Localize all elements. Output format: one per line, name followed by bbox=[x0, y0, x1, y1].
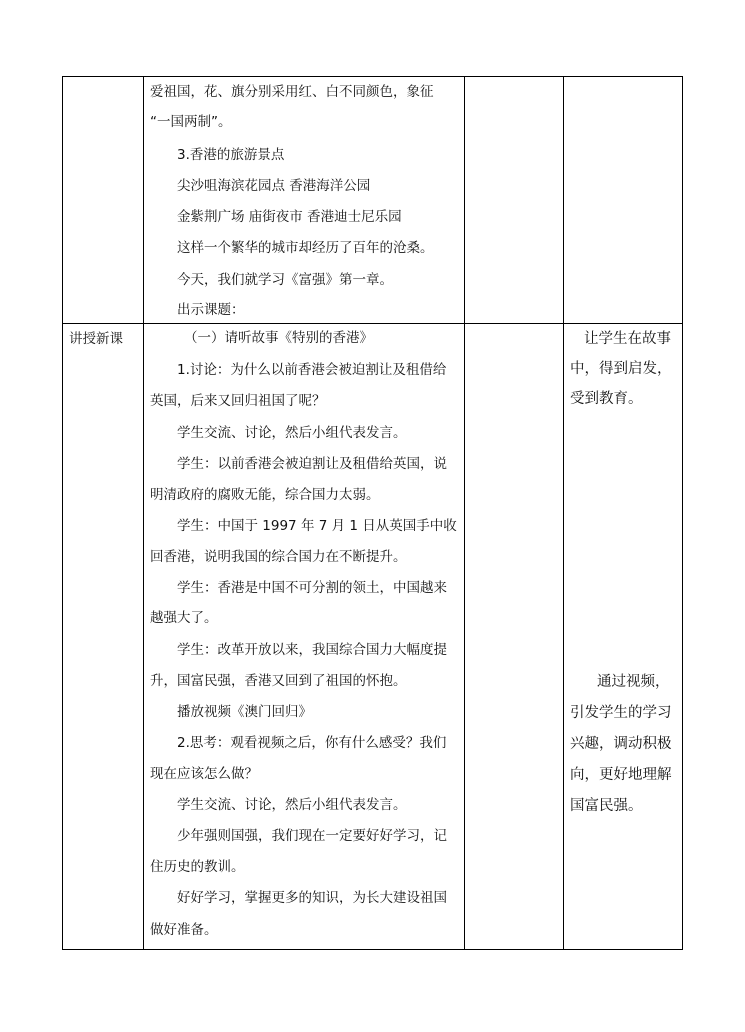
content-line: 金紫荆广场 庙街夜市 香港迪士尼乐园 bbox=[177, 209, 402, 225]
content-line: 2.思考：观看视频之后，你有什么感受？我们 bbox=[177, 735, 447, 751]
content-line: 学生交流、讨论，然后小组代表发言。 bbox=[177, 797, 407, 813]
content-line: “一国两制”。 bbox=[150, 114, 232, 130]
content-line: 3.香港的旅游景点 bbox=[177, 147, 285, 163]
content-cell bbox=[144, 324, 465, 950]
purpose-line: 兴趣，调动积极 bbox=[570, 736, 672, 752]
purpose-line: 引发学生的学习 bbox=[570, 705, 672, 721]
purpose-line: 国富民强。 bbox=[570, 798, 643, 814]
lesson-plan-table bbox=[62, 76, 683, 950]
content-cell bbox=[144, 77, 465, 324]
content-line: 学生：改革开放以来，我国综合国力大幅度提 bbox=[177, 642, 447, 658]
content-line: 英国，后来又回归祖国了呢？ bbox=[150, 393, 326, 409]
content-line: 尖沙咀海滨花园点 香港海洋公园 bbox=[177, 178, 371, 194]
blank-cell bbox=[564, 77, 683, 324]
content-line: 现在应该怎么做？ bbox=[150, 766, 258, 782]
content-line: 少年强则国强，我们现在一定要好好学习，记 bbox=[177, 828, 447, 844]
content-line: 做好准备。 bbox=[150, 922, 218, 938]
content-line: 住历史的教训。 bbox=[150, 859, 245, 875]
table-row bbox=[63, 77, 683, 324]
blank-cell bbox=[465, 324, 564, 950]
content-line: （一）请听故事《特别的香港》 bbox=[184, 330, 373, 346]
content-line: 好好学习，掌握更多的知识，为长大建设祖国 bbox=[177, 890, 447, 906]
purpose-line: 受到教育。 bbox=[570, 391, 643, 407]
content-line: 回香港，说明我国的综合国力在不断提升。 bbox=[150, 549, 407, 565]
blank-cell bbox=[465, 77, 564, 324]
content-line: 越强大了。 bbox=[150, 610, 218, 626]
content-line: 今天，我们就学习《富强》第一章。 bbox=[177, 272, 393, 288]
row-label-cell bbox=[63, 77, 144, 324]
content-line: 升，国富民强，香港又回到了祖国的怀抱。 bbox=[150, 673, 407, 689]
row-label: 讲授新课 bbox=[69, 331, 123, 347]
content-line: 学生交流、讨论，然后小组代表发言。 bbox=[177, 425, 407, 441]
content-line: 学生：以前香港会被迫割让及租借给英国，说 bbox=[177, 456, 447, 472]
purpose-line: 让学生在故事 bbox=[584, 331, 671, 347]
content-line: 学生：中国于 1997 年 7 月 1 日从英国手中收 bbox=[177, 518, 457, 534]
content-line: 这样一个繁华的城市却经历了百年的沧桑。 bbox=[177, 240, 434, 256]
purpose-cell bbox=[564, 324, 683, 950]
row-label-cell bbox=[63, 324, 144, 950]
content-line: 1.讨论：为什么以前香港会被迫割让及租借给 bbox=[177, 362, 447, 378]
purpose-line: 通过视频， bbox=[597, 674, 670, 690]
content-line: 出示课题： bbox=[177, 302, 245, 318]
content-line: 学生：香港是中国不可分割的领土，中国越来 bbox=[177, 580, 447, 596]
table-row bbox=[63, 324, 683, 950]
purpose-line: 向，更好地理解 bbox=[570, 767, 672, 783]
content-line: 播放视频《澳门回归》 bbox=[177, 704, 312, 720]
purpose-line: 中，得到启发， bbox=[570, 361, 672, 377]
content-line: 明清政府的腐败无能，综合国力太弱。 bbox=[150, 487, 380, 503]
content-line: 爱祖国，花、旗分别采用红、白不同颜色，象征 bbox=[150, 84, 434, 100]
